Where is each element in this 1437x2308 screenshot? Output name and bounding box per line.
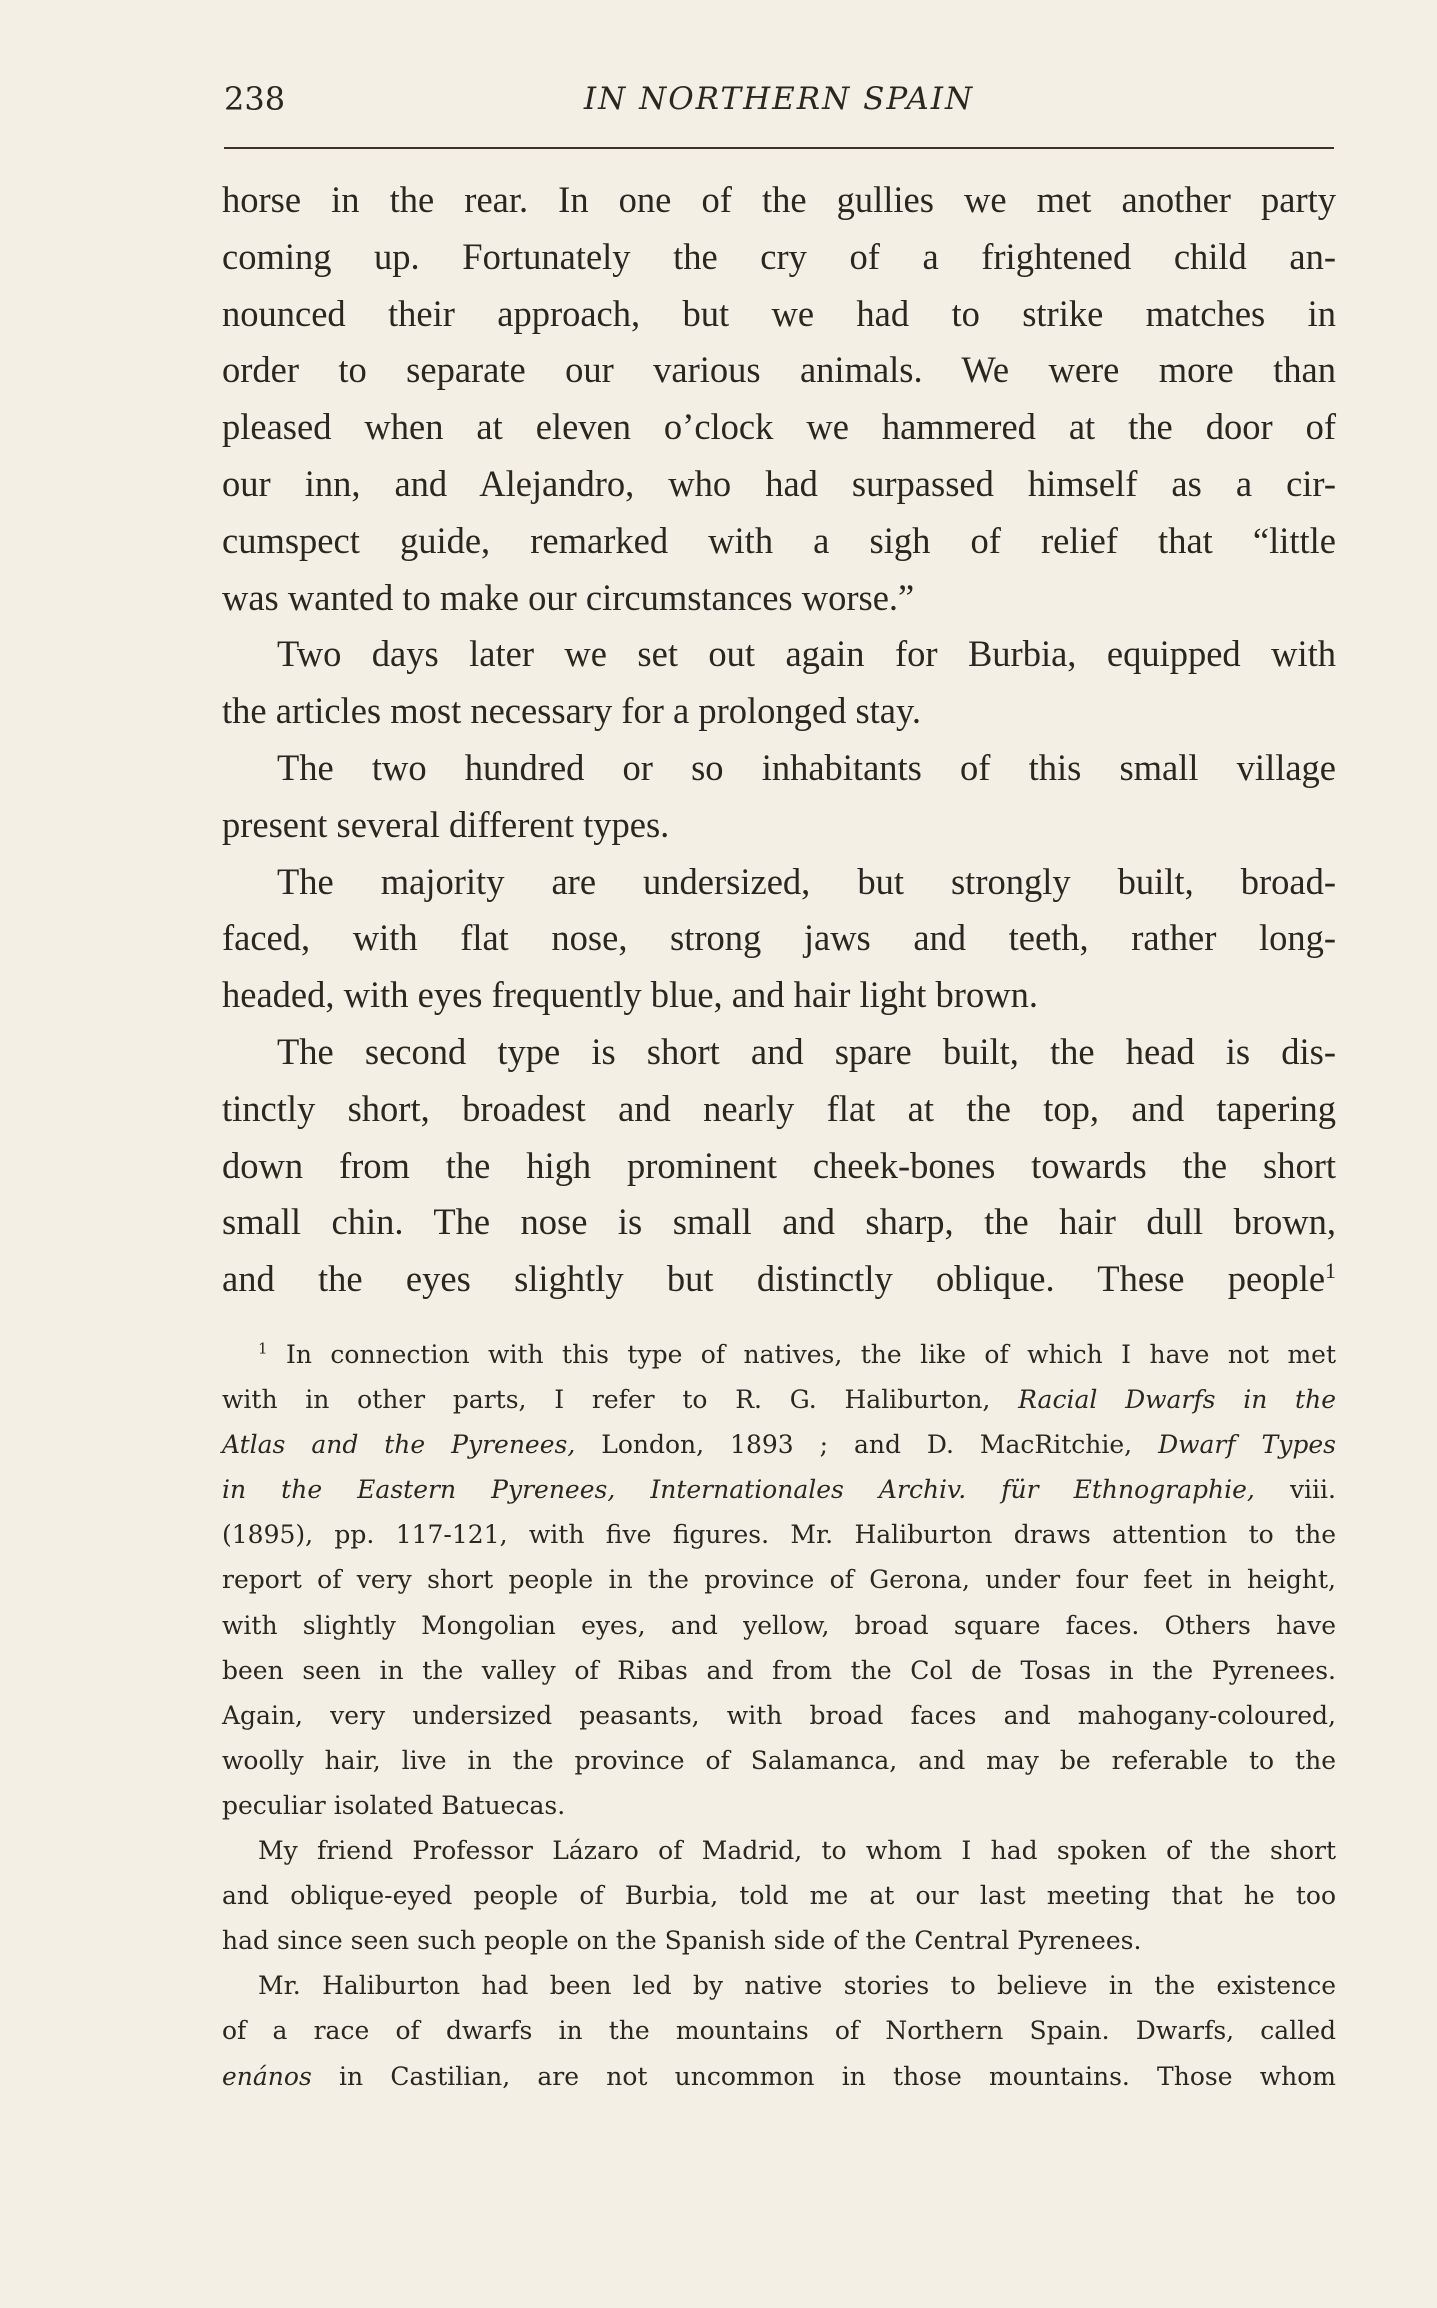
running-head: IN NORTHERN SPAIN xyxy=(583,81,975,117)
body-line: cumspect guide, remarked with a sigh of relief that “little xyxy=(222,519,1336,561)
body-text xyxy=(222,172,1336,1308)
footnote-text: viii. xyxy=(1289,1475,1336,1505)
body-line xyxy=(222,1251,1336,1308)
footnote-text: London, 1893 ; and D. MacRitchie, xyxy=(601,1430,1133,1460)
body-line: nounced their approach, but we had to strike matches in xyxy=(222,292,1336,334)
footnote-text: with in other parts, I refer to R. G. Haliburton, xyxy=(222,1385,991,1415)
body-line: down from the high prominent cheek-bones towards the short xyxy=(222,1144,1336,1186)
body-line: The second type is short and spare built, the head is dis- xyxy=(277,1030,1336,1072)
footnote-line: with slightly Mongolian eyes, and yellow, broad square faces. Others have xyxy=(222,1610,1336,1640)
body-line: order to separate our various animals. We were more than xyxy=(222,349,1336,391)
page-number: 238 xyxy=(224,80,286,118)
body-line: horse in the rear. In one of the gullies we met another party xyxy=(222,179,1336,220)
page-header xyxy=(224,74,1334,124)
footnote-line xyxy=(222,1377,1336,1422)
body-line: present several different types. xyxy=(222,803,670,845)
body-line: coming up. Fortunately the cry of a frightened child an- xyxy=(222,235,1336,277)
footnote-title: in the Eastern Pyrenees, Internationales Archiv. für Ethnographie, xyxy=(222,1475,1255,1505)
footnote-line: peculiar isolated Batuecas. xyxy=(222,1790,566,1820)
footnote-term: enános xyxy=(222,2061,312,2091)
footnote-line xyxy=(222,1332,1336,1377)
footnote-line: report of very short people in the province of Gerona, under four feet in height, xyxy=(222,1565,1336,1595)
body-line: small chin. The nose is small and sharp, the hair dull brown, xyxy=(222,1201,1336,1243)
body-line: The majority are undersized, but strongly built, broad- xyxy=(277,860,1336,902)
footnote-line: had since seen such people on the Spanish side of the Central Pyrenees. xyxy=(222,1926,1142,1956)
footnote-title: Dwarf Types xyxy=(1158,1430,1336,1460)
footnote-line: (1895), pp. 117-121, with five figures. Mr. Haliburton draws attention to the xyxy=(222,1520,1336,1550)
footnote-text: In connection with this type of natives, the like of which I have not met xyxy=(285,1340,1336,1369)
footnote-line xyxy=(222,2054,1336,2099)
body-line: the articles most necessary for a prolonged stay. xyxy=(222,690,922,732)
footnote-line: been seen in the valley of Ribas and from the Col de Tosas in the Pyrenees. xyxy=(222,1655,1336,1685)
body-line: our inn, and Alejandro, who had surpassed himself as a cir- xyxy=(222,462,1336,504)
footnote-line: Mr. Haliburton had been led by native stories to believe in the existence xyxy=(258,1971,1336,2001)
body-line: was wanted to make our circumstances worse.” xyxy=(222,576,915,618)
footnote-line: woolly hair, live in the province of Salamanca, and may be referable to the xyxy=(222,1745,1336,1775)
body-line: headed, with eyes frequently blue, and hair light brown. xyxy=(222,974,1038,1016)
body-line: tinctly short, broadest and nearly flat at the top, and tapering xyxy=(222,1087,1336,1129)
footnote-title: Atlas and the Pyrenees, xyxy=(222,1430,576,1460)
footnote-line: and oblique-eyed people of Burbia, told me at our last meeting that he too xyxy=(222,1881,1336,1911)
body-line-text: and the eyes slightly but distinctly oblique. These people xyxy=(222,1258,1326,1300)
body-line: The two hundred or so inhabitants of this small village xyxy=(277,746,1336,788)
footnote-line: My friend Professor Lázaro of Madrid, to whom I had spoken of the short xyxy=(258,1836,1336,1866)
footnote-line xyxy=(222,1422,1336,1467)
body-line: pleased when at eleven o’clock we hammered at the door of xyxy=(222,406,1336,448)
footnote-text: in Castilian, are not uncommon in those mountains. Those whom xyxy=(339,2061,1336,2091)
header-rule xyxy=(224,147,1334,149)
footnotes xyxy=(222,1332,1336,2099)
footnote-line xyxy=(222,1467,1336,1512)
footnote-line: of a race of dwarfs in the mountains of Northern Spain. Dwarfs, called xyxy=(222,2016,1336,2046)
footnote-marker: 1 xyxy=(258,1339,268,1358)
body-line: Two days later we set out again for Burbia, equipped with xyxy=(277,633,1336,675)
footnote-title: Racial Dwarfs in the xyxy=(1018,1385,1336,1415)
footnote-reference: 1 xyxy=(1325,1257,1336,1283)
footnote-line: Again, very undersized peasants, with broad faces and mahogany-coloured, xyxy=(222,1700,1336,1730)
body-line: faced, with flat nose, strong jaws and teeth, rather long- xyxy=(222,917,1336,959)
